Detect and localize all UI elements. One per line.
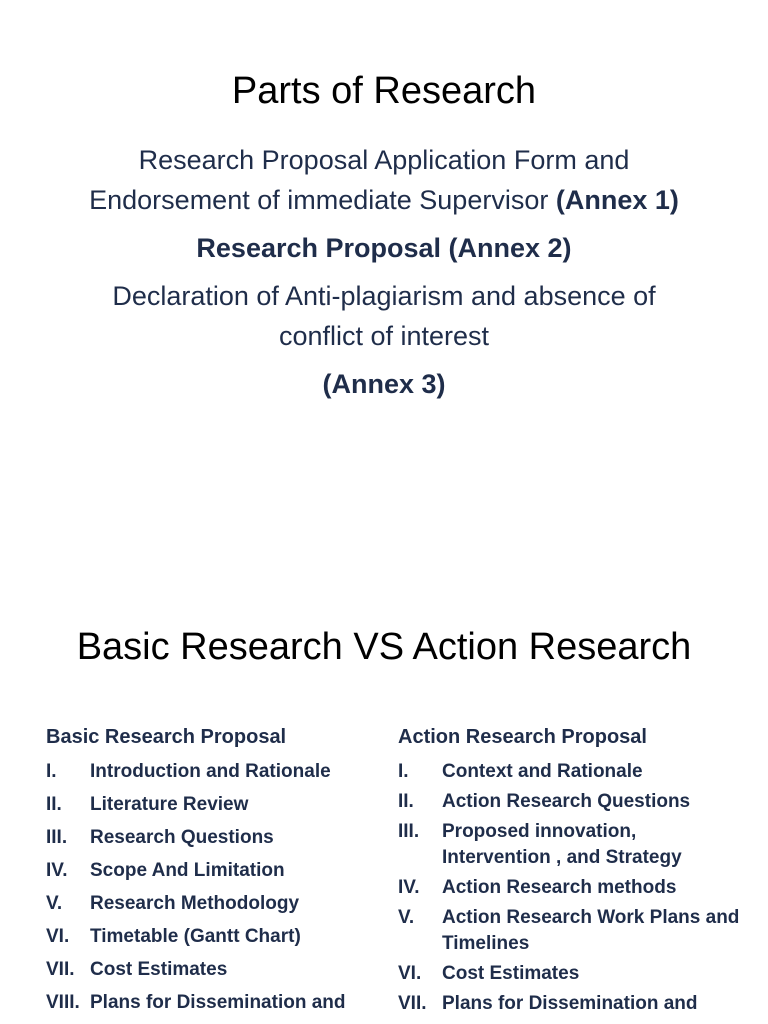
item-number: IV. [398,877,420,898]
list-item [46,792,386,818]
action-research-column [398,726,748,1021]
item-number: III. [398,821,420,842]
list-item [46,891,386,917]
item-text: Scope And Limitation [90,860,285,881]
item-number: II. [398,791,414,812]
list-item [46,759,386,785]
item-text: Plans for Dissemination and [442,993,698,1014]
annex-1-item [84,140,684,220]
item-number: III. [46,827,68,848]
item-text: Context and Rationale [442,761,643,782]
item-number: VI. [46,926,70,947]
item-number: I. [46,761,57,782]
item-text: Literature Review [90,794,249,815]
slide-title: Parts of Research [231,70,537,112]
list-item [46,990,386,1016]
annex-1-label: (Annex 1) [555,185,679,215]
list-item [398,759,748,785]
annex-3-text: Declaration of Anti-plagiarism and absence of conflict of interest [112,281,656,351]
slide-basic-vs-action [0,590,768,1024]
item-text: Action Research Work Plans and Timelines [442,907,740,954]
list-item [46,957,386,983]
item-number: IV. [46,860,68,881]
list-item [46,825,386,851]
item-text: Research Questions [90,827,274,848]
action-research-list [398,759,748,1017]
column-heading: Action Research Proposal [398,726,647,748]
item-number: VI. [398,963,422,984]
list-item [398,905,748,957]
slide-body [84,140,684,404]
list-item [398,875,748,901]
item-number: VII. [46,959,75,980]
item-text: Research Methodology [90,893,300,914]
list-item [398,819,748,871]
item-text: Action Research Questions [442,791,691,812]
annex-2-item: Research Proposal (Annex 2) [196,233,572,263]
annex-3-label: (Annex 3) [322,369,446,399]
item-number: V. [398,907,415,928]
basic-research-list [46,759,386,1016]
item-text: Action Research methods [442,877,677,898]
item-number: VIII. [46,992,80,1013]
list-item [398,789,748,815]
item-text: Introduction and Rationale [90,761,331,782]
column-heading: Basic Research Proposal [46,726,287,748]
item-text: Plans for Dissemination and [90,992,346,1013]
item-number: VII. [398,993,427,1014]
item-text: Cost Estimates [442,963,580,984]
list-item [46,924,386,950]
list-item [398,991,748,1017]
annex-1-text: Research Proposal Application Form and Endorsement of immediate Supervisor [89,145,630,215]
item-number: V. [46,893,63,914]
slide-title: Basic Research VS Action Research [76,626,692,668]
item-text: Proposed innovation, Intervention , and Strategy [442,821,682,868]
item-number: I. [398,761,409,782]
list-item [46,858,386,884]
list-item [398,961,748,987]
item-number: II. [46,794,62,815]
item-text: Timetable (Gantt Chart) [90,926,301,947]
item-text: Cost Estimates [90,959,228,980]
basic-research-column [46,726,386,1023]
